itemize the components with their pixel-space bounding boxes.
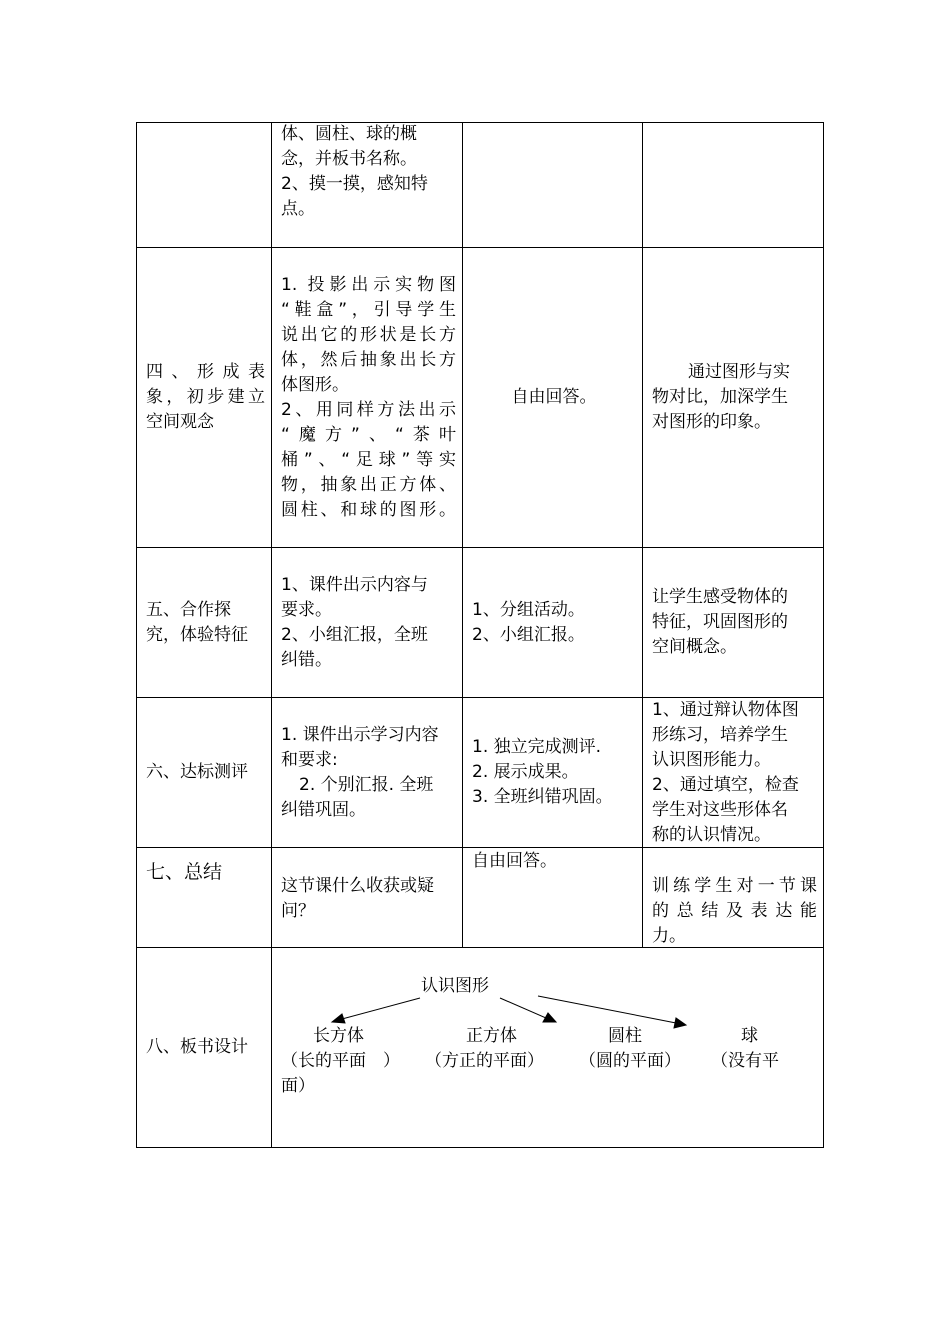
row2-teacher-line: 体图形。 [281,374,349,395]
row4-teacher-line: 纠错巩固。 [281,799,366,820]
row3-stage-line: 五、合作探 [146,599,231,620]
board-shape-name: 长方体 [313,1026,364,1046]
row3-intent-line: 空间概念。 [652,637,737,657]
row4-student-line: 1. 独立完成测评. [472,737,602,757]
row2-teacher-line: 体，然后抽象出长方 [281,349,456,370]
board-desc-wrap: 面） [281,1076,315,1096]
row4-intent-line: 2、通过填空，检查 [652,774,799,795]
row2-teacher-line: “魔方”、“茶叶 [281,424,456,445]
board-shape-name: 正方体 [466,1026,517,1046]
row2-teacher-line: 2、用同样方法出示 [281,399,456,420]
row3-stage-line: 究，体验特征 [146,624,248,645]
row4-teacher-line: 1. 课件出示学习内容 [281,724,439,745]
row5-teacher-cell [272,874,462,934]
row5-teacher-line: 这节课什么收获或疑 [281,876,434,896]
row4-student-line: 3. 全班纠错巩固。 [472,787,613,807]
row2-stage-line: 空间观念 [146,412,214,432]
row1-teacher-line: 2、摸一摸，感知特 [281,174,428,194]
row3-intent-line: 特征，巩固图形的 [652,612,788,632]
board-shape-name: 球 [741,1026,758,1046]
row2-teacher-line: 1. 投影出示实物图 [281,274,456,295]
row4-intent-line: 1、通过辩认物体图 [652,699,799,720]
row4-intent-line: 称的认识情况。 [652,824,771,845]
row3-intent-cell [643,548,823,697]
row2-intent-cell [643,248,823,547]
board-shape-name: 圆柱 [608,1026,642,1046]
row3-student-line: 1、分组活动。 [472,599,585,620]
row5-intent-line: 训练学生对一节课 [652,876,817,896]
row3-teacher-line: 1、课件出示内容与 [281,574,428,595]
row4-intent-line: 认识图形能力。 [652,749,771,770]
row2-teacher-line: “鞋盒”，引导学生 [281,299,456,320]
row2-student-cell [463,248,642,547]
board-shape-desc: （没有平 [711,1051,779,1071]
board-shape-desc: （长的平面 ） [281,1051,400,1071]
row3-teacher-line: 要求。 [281,599,332,620]
row2-teacher-line: 桶”、“足球”等实 [281,449,456,470]
row1-teacher-line: 点。 [281,199,315,219]
row5-stage-cell [137,860,271,900]
row5-intent-line: 的总结及表达能 [652,901,817,921]
row5-student-cell [463,849,642,889]
row4-intent-line: 形练习，培养学生 [652,724,788,745]
row3-teacher-line: 2、小组汇报，全班 [281,624,428,645]
row5-student-line: 自由回答。 [472,851,557,871]
row5-stage-line: 七、总结 [146,862,223,883]
row4-student-line: 2. 展示成果。 [472,762,579,782]
board-shape-desc: （圆的平面） [579,1051,681,1071]
row3-intent-line: 让学生感受物体的 [652,587,788,607]
row4-teacher-line: 2. 个别汇报. 全班 [299,774,434,795]
row2-teacher-line: 圆柱、和球的图形。 [281,499,456,520]
row1-teacher-line: 念，并板书名称。 [281,149,417,169]
row3-teacher-line: 纠错。 [281,649,332,670]
row2-teacher-line: 说出它的形状是长方 [281,324,456,345]
row4-stage-cell [137,698,271,847]
row4-stage-line: 六、达标测评 [146,762,248,782]
row2-teacher-cell [272,248,462,547]
row4-intent-cell [643,698,823,847]
row2-stage-line: 四、形成表 [146,362,265,382]
row3-stage-cell [137,548,271,697]
row2-intent-line: 通过图形与实 [688,362,790,382]
row2-teacher-line: 物，抽象出正方体、 [281,474,456,495]
row1-teacher-line: 体、圆柱、球的概 [281,124,417,144]
row3-teacher-cell [272,548,462,697]
row2-student-line: 自由回答。 [511,387,597,407]
board-title: 认识图形 [421,976,489,996]
row4-teacher-cell [272,698,462,847]
row2-stage-cell [137,248,271,547]
row5-intent-line: 力。 [652,926,686,946]
row5-teacher-line: 问？ [281,901,315,921]
row1-teacher-cell [272,122,462,247]
board-shape-desc: （方正的平面） [425,1051,544,1071]
row6-stage-cell [137,948,271,1147]
row4-teacher-line: 和要求: [281,749,338,770]
row2-intent-line: 对图形的印象。 [652,412,771,432]
board-stage-label: 八、板书设计 [146,1037,248,1057]
row5-intent-cell [643,874,823,948]
row4-student-cell [463,698,642,847]
row3-student-cell [463,548,642,697]
row2-stage-line: 象，初步建立 [146,387,265,407]
row3-student-line: 2、小组汇报。 [472,624,585,645]
row2-intent-line: 物对比，加深学生 [652,387,788,407]
row4-intent-line: 学生对这些形体名 [652,799,788,820]
